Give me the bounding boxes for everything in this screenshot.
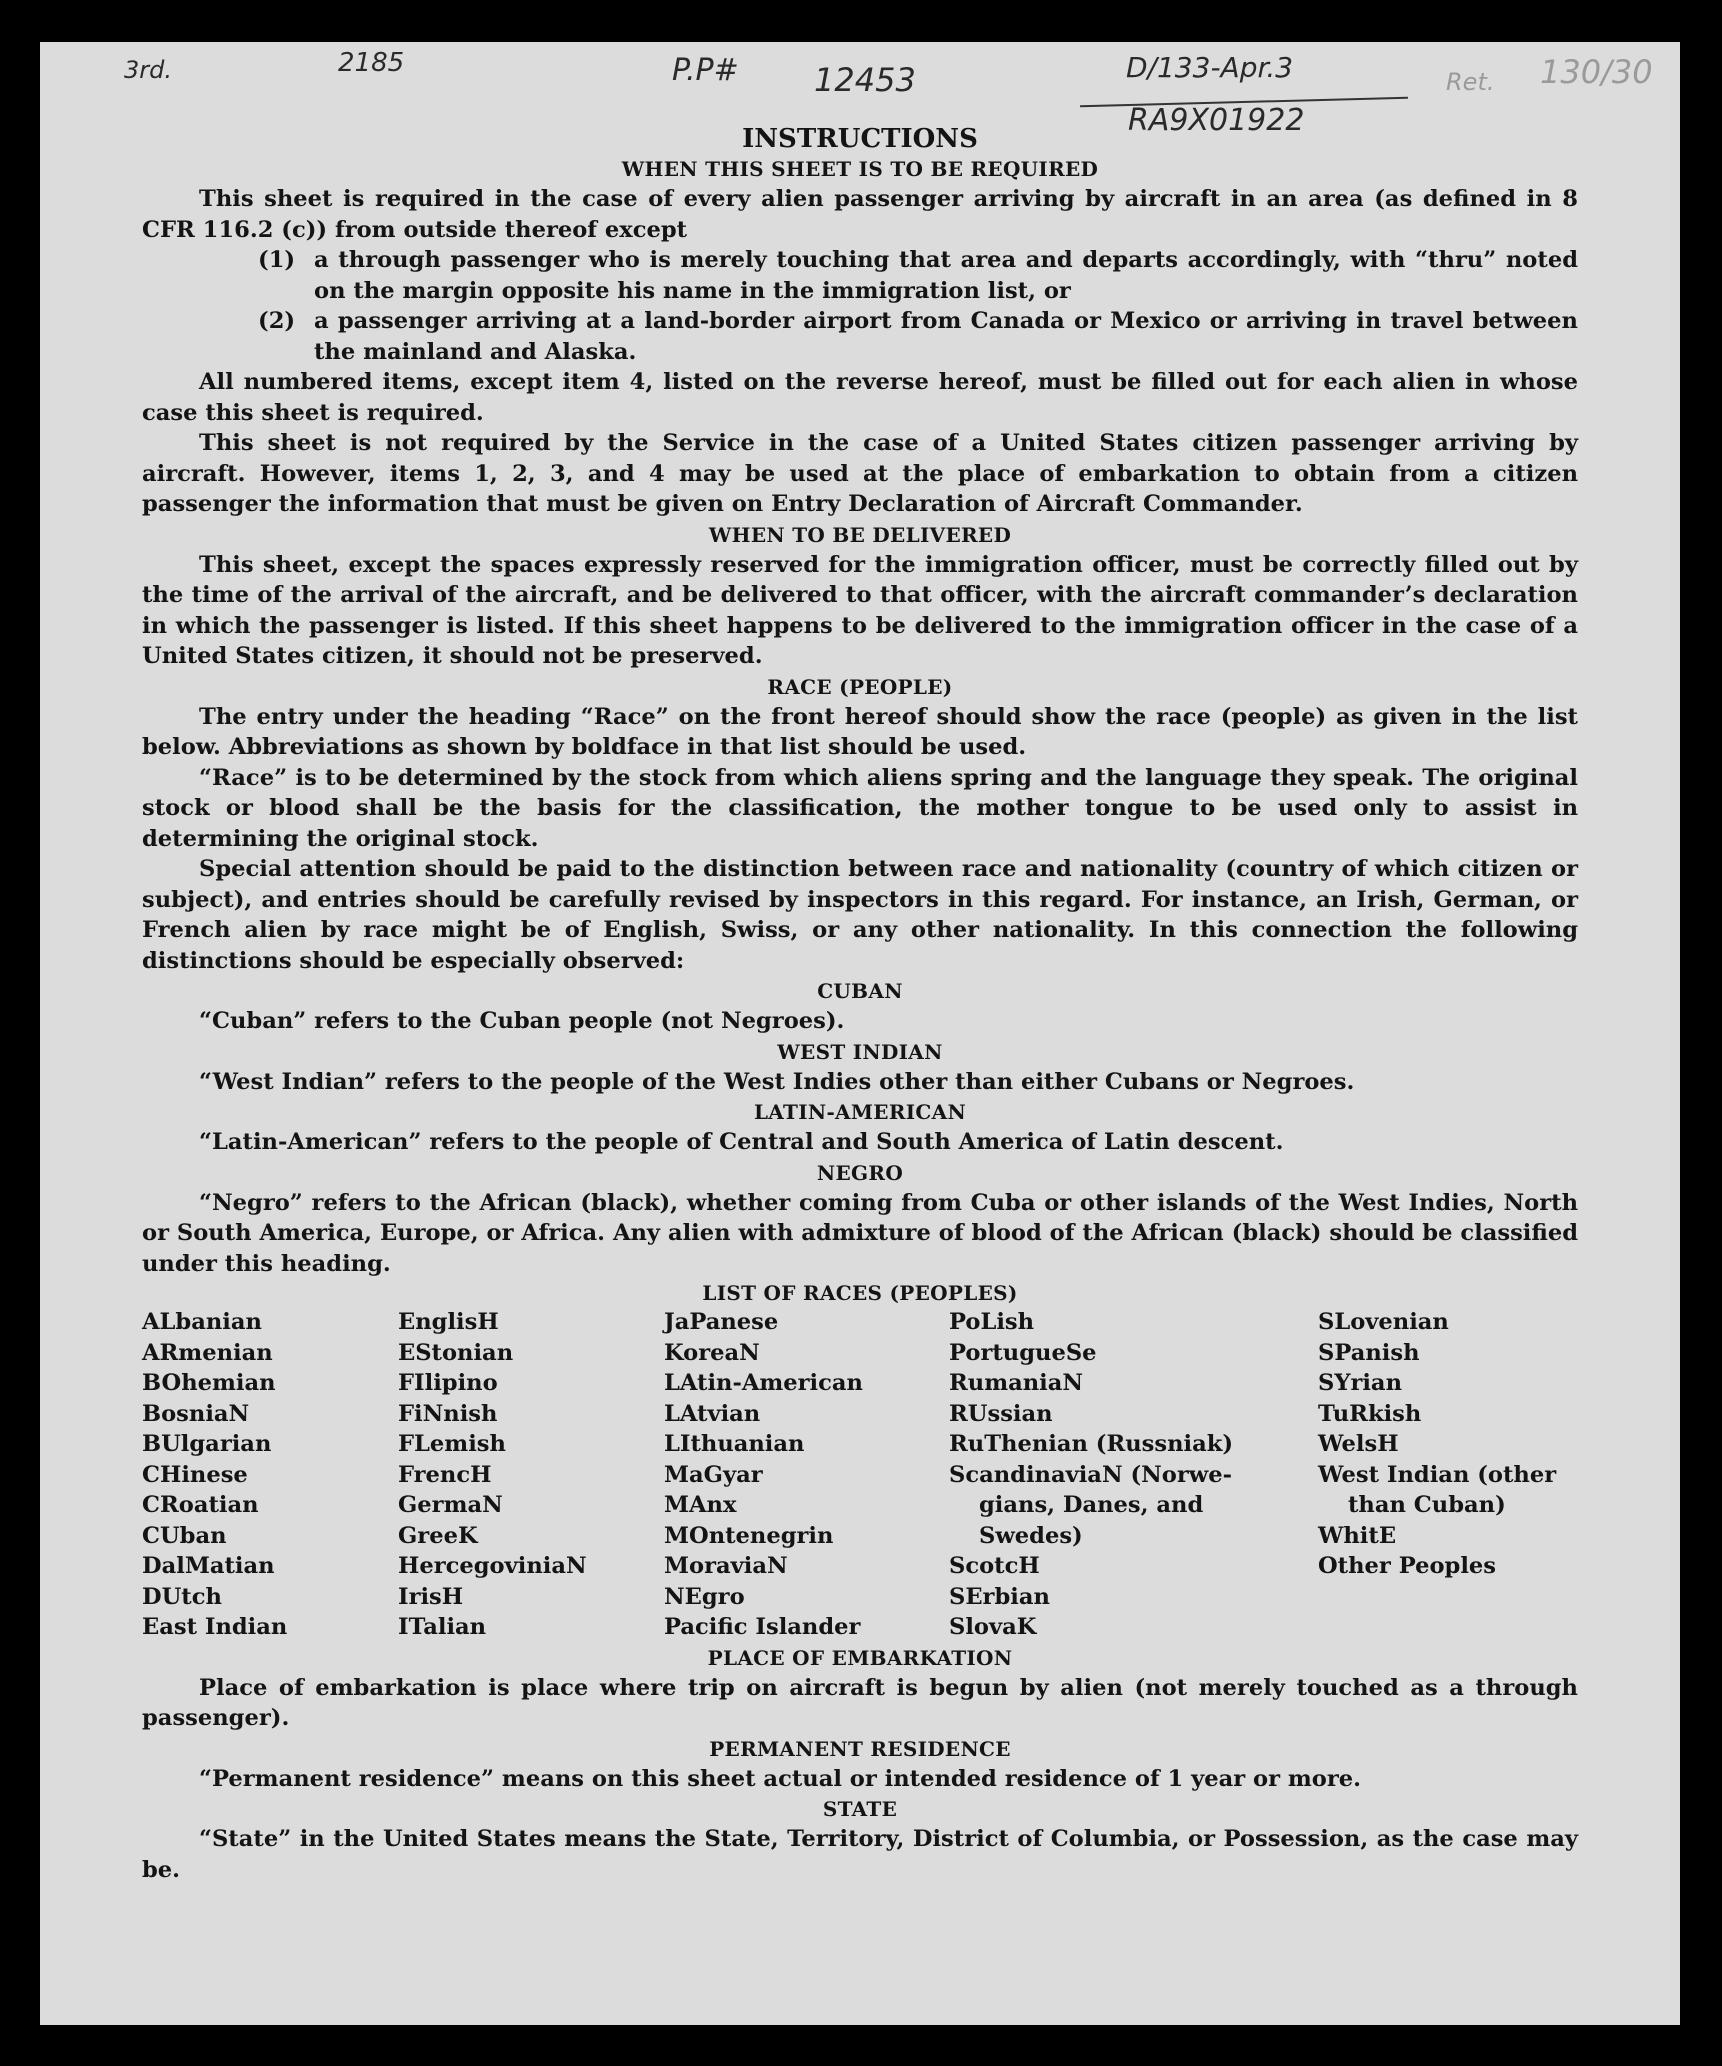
race-item: LAtin-American [664,1370,863,1396]
race-item: ScotcH [949,1553,1040,1579]
race-item: RUssian [949,1400,1053,1427]
hw-sequence: 3rd. [124,56,172,84]
paragraph-when-delivered: This sheet, except the spaces expressly reserved for the immigration officer, must be correctly filled out by the time of the arrival of the aircraft, and be delivered to that officer, with the aircraft commander’s declaration in which the passenger is listed. If this sheet happens to be delivered to the immigration officer in the case of a United States citizen, it should not be preserved. [142,551,1578,669]
heading-west-indian: WEST INDIAN [777,1039,943,1064]
race-column [949,1307,1232,1643]
race-item: NEgro [664,1583,745,1610]
race-item: DalMatian [142,1553,275,1579]
hw-number: 2185 [338,48,405,78]
heading-race: RACE (PEOPLE) [767,674,953,699]
hw-roll: RA9X01922 [1128,103,1305,138]
race-item: BUlgarian [142,1431,272,1457]
paragraph-when-required-intro: This sheet is required in the case of every alien passenger arriving by aircraft in an area (as defined in 8 CFR 116.2 (c)) from outside thereof except [142,186,1578,243]
instruction-sheet [40,42,1680,2025]
numbered-item-label: (2) [258,308,296,334]
race-item-continuation: than Cuban) [1348,1492,1506,1518]
race-item: TuRkish [1318,1400,1422,1427]
race-item: BosniaN [142,1400,250,1427]
race-item: Pacific Islander [664,1614,861,1640]
race-item: GermaN [398,1492,503,1518]
heading-embarkation: PLACE OF EMBARKATION [707,1645,1013,1670]
race-item: PortugueSe [949,1339,1097,1366]
race-item: EnglisH [398,1309,499,1335]
numbered-item-text: a through passenger who is merely touching that area and departs accordingly, with “thru” noted on the margin opposite his name in the immigration list, or [314,247,1578,304]
race-item: DUtch [142,1583,222,1610]
paragraph-citizen: This sheet is not required by the Service in the case of a United States citizen passenger arriving by aircraft. However, items 1, 2, 3, and 4 may be used at the place of embarkation to obtain from a citizen passenger the information that must be given on Entry Declaration of Aircraft Commander. [142,430,1578,517]
race-item: SYrian [1318,1370,1402,1396]
paragraph-race-3: Special attention should be paid to the distinction between race and nationality (country of which citizen or subject), and entries should be carefully revised by inspectors in this regard. For instance, an Irish, German, or French alien by race might be of English, Swiss, or any other nationality. In this connection the following distinctions should be especially observed: [142,856,1578,974]
paragraph-race-1: The entry under the heading “Race” on the front hereof should show the race (people) as given in the list below. Abbreviations as shown by boldface in that list should be used. [142,703,1578,760]
race-item: KoreaN [664,1339,760,1366]
race-item: LAtvian [664,1400,761,1427]
race-item: MAnx [664,1492,737,1518]
race-item: MOntenegrin [664,1522,834,1549]
race-item: East Indian [142,1614,288,1640]
race-column [398,1307,664,1643]
race-item: GreeK [398,1522,478,1549]
race-item: SPanish [1318,1339,1420,1366]
race-list [142,1307,1578,1643]
race-item: West Indian (other [1318,1461,1557,1488]
instructions-body [142,116,1578,1885]
hw-pp-label: P.P# [672,53,739,88]
race-item: BOhemian [142,1370,276,1396]
race-item: RuThenian (Russniak) [949,1431,1234,1457]
race-item-continuation: Swedes) [979,1522,1083,1549]
race-item: MoraviaN [664,1553,788,1579]
race-item: FrencH [398,1461,492,1488]
race-item: ARmenian [142,1339,273,1366]
race-column [664,1307,949,1643]
race-column [142,1307,398,1643]
race-item: SErbian [949,1583,1050,1610]
paragraph-west-indian: “West Indian” refers to the people of the West Indies other than either Cubans or Negroes. [199,1068,1355,1095]
hw-ret-fraction: 130/30 [1540,53,1653,91]
race-item: ITalian [398,1614,487,1640]
numbered-item [142,306,1578,367]
heading-permanent-residence: PERMANENT RESIDENCE [709,1736,1011,1761]
numbered-item-text: a passenger arriving at a land-border airport from Canada or Mexico or arriving in travel between the mainland and Alaska. [314,308,1578,365]
heading-when-delivered: WHEN TO BE DELIVERED [708,522,1012,547]
race-item: FLemish [398,1431,506,1457]
race-item: JaPanese [664,1309,779,1335]
hw-reference: D/133-Apr.3 [1126,51,1294,84]
paragraph-embarkation: Place of embarkation is place where trip on aircraft is begun by alien (not merely touched as a through passenger). [142,1674,1578,1731]
race-item: CUban [142,1522,227,1549]
paragraph-latin-american: “Latin-American” refers to the people of Central and South America of Latin descent. [199,1129,1284,1155]
race-item: SLovenian [1318,1309,1449,1335]
heading-list-of-races: LIST OF RACES (PEOPLES) [702,1281,1018,1305]
race-item-continuation: gians, Danes, and [979,1492,1204,1518]
paragraph-cuban: “Cuban” refers to the Cuban people (not Negroes). [199,1008,845,1034]
race-item: FIlipino [398,1370,498,1396]
race-item: IrisH [398,1583,464,1610]
race-item: SlovaK [949,1614,1037,1640]
race-item: ALbanian [142,1309,262,1335]
page-title: INSTRUCTIONS [742,124,978,154]
hw-pp-number: 12453 [814,61,916,99]
paragraph-state: “State” in the United States means the State, Territory, District of Columbia, or Possession, as the case may be. [142,1826,1578,1883]
numbered-item [142,245,1578,306]
heading-state: STATE [822,1797,898,1821]
race-item: LIthuanian [664,1431,805,1457]
race-item: WelsH [1318,1431,1399,1457]
heading-when-required: WHEN THIS SHEET IS TO BE REQUIRED [621,157,1099,181]
heading-negro: NEGRO [816,1160,904,1185]
heading-latin-american: LATIN-AMERICAN [753,1100,967,1124]
numbered-item-label: (1) [258,247,296,273]
race-item: MaGyar [664,1461,763,1488]
race-column [1318,1307,1578,1643]
hw-ret-label: Ret. [1446,68,1495,96]
race-item: PoLish [949,1309,1035,1335]
paragraph-negro: “Negro” refers to the African (black), whether coming from Cuba or other islands of the West Indies, North or South America, Europe, or Africa. Any alien with admixture of blood of the African (black) should be classified under this heading. [142,1189,1578,1277]
race-item: EStonian [398,1339,514,1366]
race-item: HercegoviniaN [398,1553,587,1579]
race-item: RumaniaN [949,1370,1084,1396]
race-item: ScandinaviaN (Norwe- [949,1461,1232,1488]
heading-cuban: CUBAN [817,979,903,1003]
race-item: FiNnish [398,1400,498,1427]
race-item: CHinese [142,1461,248,1488]
paragraph-permanent-residence: “Permanent residence” means on this sheet actual or intended residence of 1 year or more. [199,1765,1362,1792]
paragraph-numbered-items: All numbered items, except item 4, listed on the reverse hereof, must be filled out for each alien in whose case this sheet is required. [142,369,1578,426]
paragraph-race-2: “Race” is to be determined by the stock from which aliens spring and the language they speak. The original stock or blood shall be the basis for the classification, the mother tongue to be used only to assist in determining the original stock. [142,764,1578,852]
race-item: CRoatian [142,1492,259,1518]
race-item: WhitE [1318,1522,1397,1549]
race-item: Other Peoples [1318,1553,1496,1579]
